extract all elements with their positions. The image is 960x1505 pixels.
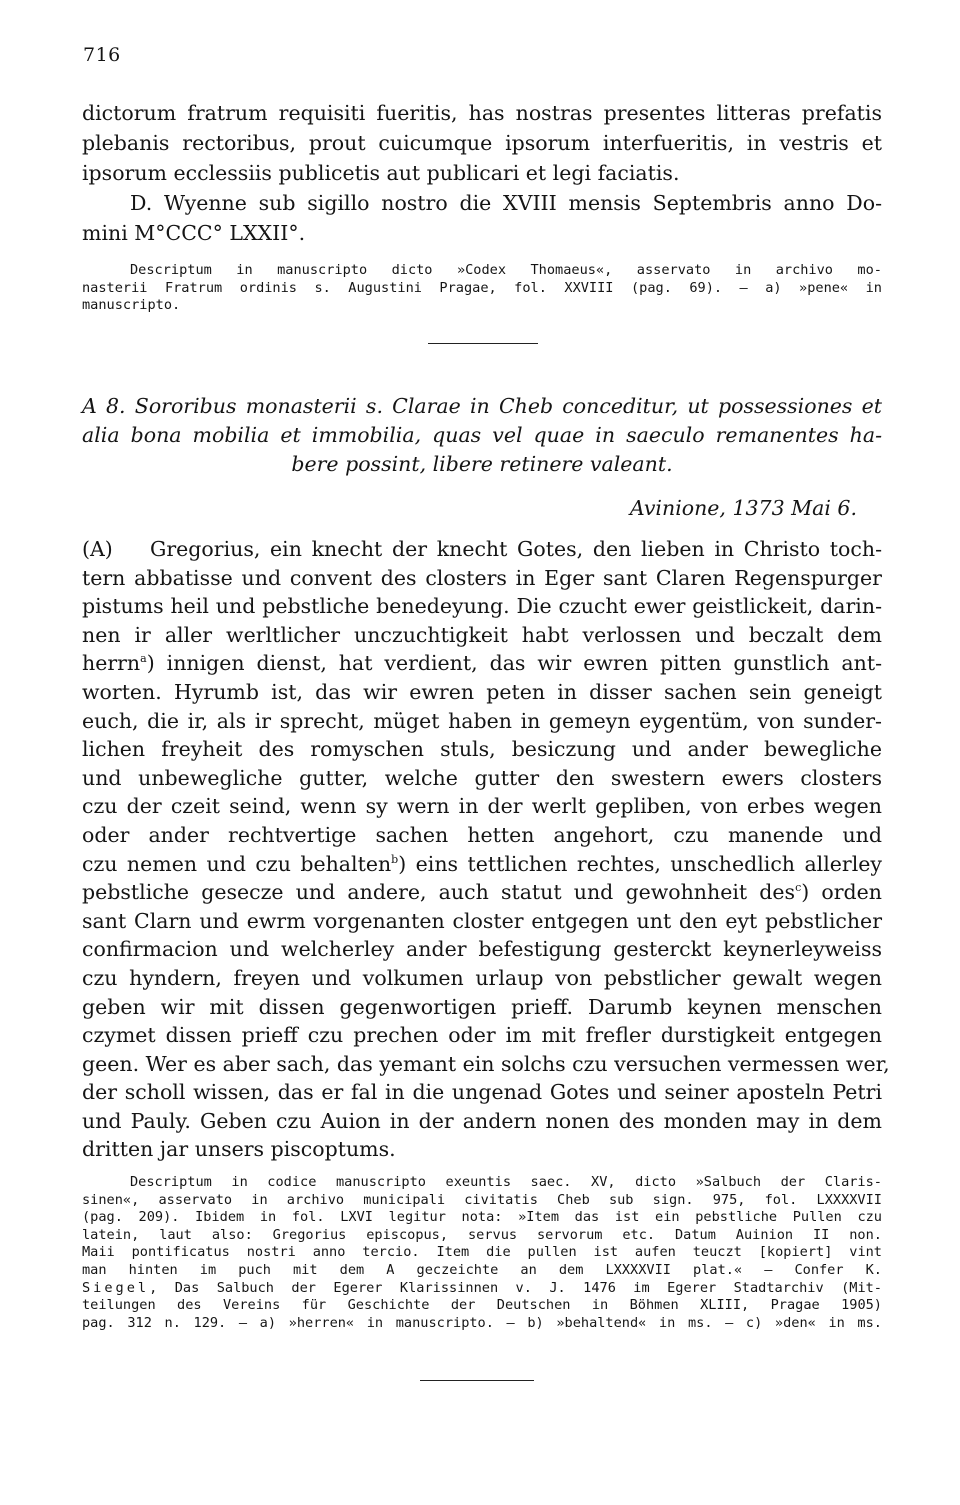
note-line: pag. 312 n. 129. — a) »herren« in manuscripto. — b) »behaltend« in ms. — c) »den« in ms. [82, 1314, 882, 1331]
main-text [82, 535, 890, 1164]
text-line: tern abbatisse und convent des closters in Eger sant Claren Regenspurger [82, 565, 882, 590]
document-heading [82, 392, 882, 479]
text-line: plebanis rectoribus, prout cuicumque ipsorum interfueritis, in vestris et [82, 131, 882, 155]
separator-rule [420, 1380, 534, 1381]
text-line: geen. Wer es aber sach, das yemant ein solchs czu versuchen vermessen wer, [82, 1051, 890, 1076]
note-line: Descriptum in manuscripto dicto »Codex Thomaeus«, asservato in archivo mo- [130, 262, 882, 278]
text-line: czu hyndern, freyen und volkumen urlaup von pebstlicher gewalt wegen [82, 965, 882, 990]
text-line: lichen freyheit des romyschen stuls, besiczung und ander bewegliche [82, 737, 882, 762]
text-line: pistums heil und pebstliche benedeyung. Die czucht ewer geistlickeit, darin- [82, 594, 882, 619]
text-line: nen ir aller werltlicher unczuchtigkeit habt verlossen und beczalt dem [82, 622, 882, 647]
footnote-marker: b [391, 852, 399, 866]
page-number: 716 [83, 44, 121, 66]
footnote-marker: a [140, 652, 147, 666]
text-line: czymet dissen prieff czu prechen oder im mit frefler durstigkeit entgegen [82, 1023, 882, 1048]
footnote-marker: c [795, 881, 802, 895]
footnote-block-2 [82, 1174, 882, 1332]
text-line: mini M°CCC° LXXII°. [82, 221, 306, 245]
text-line: herrn$^a$) innigen dienst, hat verdient, das wir ewren pitten gunstlich ant- [82, 651, 882, 676]
text-line: oder ander rechtvertige sachen hetten angehort, czu manende und [82, 822, 882, 847]
text-line: pebstliche gesecze und andere, auch statut und gewohnheit des$^c$) orden [82, 880, 882, 905]
note-line: Maii pontificatus nostri anno tercio. Item die pullen ist aufen teuczt [kopiert] vint [82, 1244, 882, 1261]
note-line: nasterii Fratrum ordinis s. Augustini Pragae, fol. XXVIII (pag. 69). — a) »pene« in [82, 279, 882, 296]
text-line: czu der czeit seind, wenn sy wern in der werlt gepliben, von erbes wegen [82, 794, 882, 819]
text-line: sant Clarn und ewrm vorgenanten closter entgegen unt den eyt pebstlicher [82, 908, 882, 933]
text-line: czu nemen und czu behalten$^b$) eins tettlichen rechtes, unschedlich allerley [82, 851, 882, 876]
note-line: manuscripto. [82, 297, 181, 314]
separator-rule [428, 343, 538, 344]
text-line: und unbewegliche gutter, welche gutter den swestern ewers closters [82, 765, 882, 790]
note-line: man hinten im puch mit dem A geczeichte an dem LXXXXVII plat.« — Confer K. [82, 1261, 882, 1278]
text-line: geben wir mit dissen gegenwortigen prieff. Darumb keynen menschen [82, 994, 882, 1019]
note-line: sinen«, asservato in archivo municipali civitatis Cheb sub sign. 975, fol. LXXXXVII [82, 1191, 882, 1208]
text-line: der scholl wissen, das er fal in die ungenad Gotes und seiner aposteln Petri [82, 1080, 882, 1105]
note-line: (pag. 209). Ibidem in fol. LXVI legitur nota: »Item das ist ein pebstliche Pullen czu [82, 1209, 882, 1226]
place-date: Avinione, 1373 Mai 6. [629, 496, 857, 520]
heading-line: A 8. Sororibus monasterii s. Clarae in Cheb conceditur, ut possessiones et [82, 394, 882, 418]
heading-line: alia bona mobilia et immobilia, quas vel quae in saeculo remanentes ha- [82, 423, 882, 447]
heading-line: bere possint, libere retinere valeant. [291, 452, 673, 476]
note-line: Siegel, Das Salbuch der Egerer Klarissinnen v. J. 1476 im Egerer Stadtarchiv (Mit- [82, 1279, 882, 1296]
note-line: Descriptum in codice manuscripto exeuntis saec. XV, dicto »Salbuch der Claris- [130, 1174, 882, 1190]
author-name: Siegel [82, 1279, 150, 1296]
text-line: dictorum fratrum requisiti fueritis, has nostras presentes litteras prefatis [82, 101, 882, 125]
continuation-text [82, 98, 882, 248]
text-line: ipsorum ecclessiis publicetis aut publicari et legi faciatis. [82, 161, 680, 185]
text-line: worten. Hyrumb ist, das wir ewren peten in disser sachen sein geneigt [82, 679, 882, 704]
text-line: confirmacion und welcherley ander befestigung gesterckt keynerleyweiss [82, 937, 882, 962]
text-line: und Pauly. Geben czu Auion in der andern nonen des monden may in dem [82, 1108, 882, 1133]
note-line: teilungen des Vereins für Geschichte der Deutschen in Böhmen XLIII, Pragae 1905) [82, 1297, 882, 1314]
note-line: latein, laut also: Gregorius episcopus, servus servorum etc. Datum Auinion II non. [82, 1226, 882, 1243]
text-line: dritten jar unsers piscoptums. [82, 1137, 396, 1162]
text-line: D. Wyenne sub sigillo nostro die XVIII mensis Septembris anno Do- [130, 191, 882, 215]
text-line: euch, die ir, als ir sprecht, müget haben in gemeyn eygentüm, von sunder- [82, 708, 882, 733]
footnote-block-1 [82, 262, 882, 315]
section-label: (A) [82, 537, 113, 561]
text-line: (A) Gregorius, ein knecht der knecht Gotes, den lieben in Christo toch- [82, 535, 882, 564]
